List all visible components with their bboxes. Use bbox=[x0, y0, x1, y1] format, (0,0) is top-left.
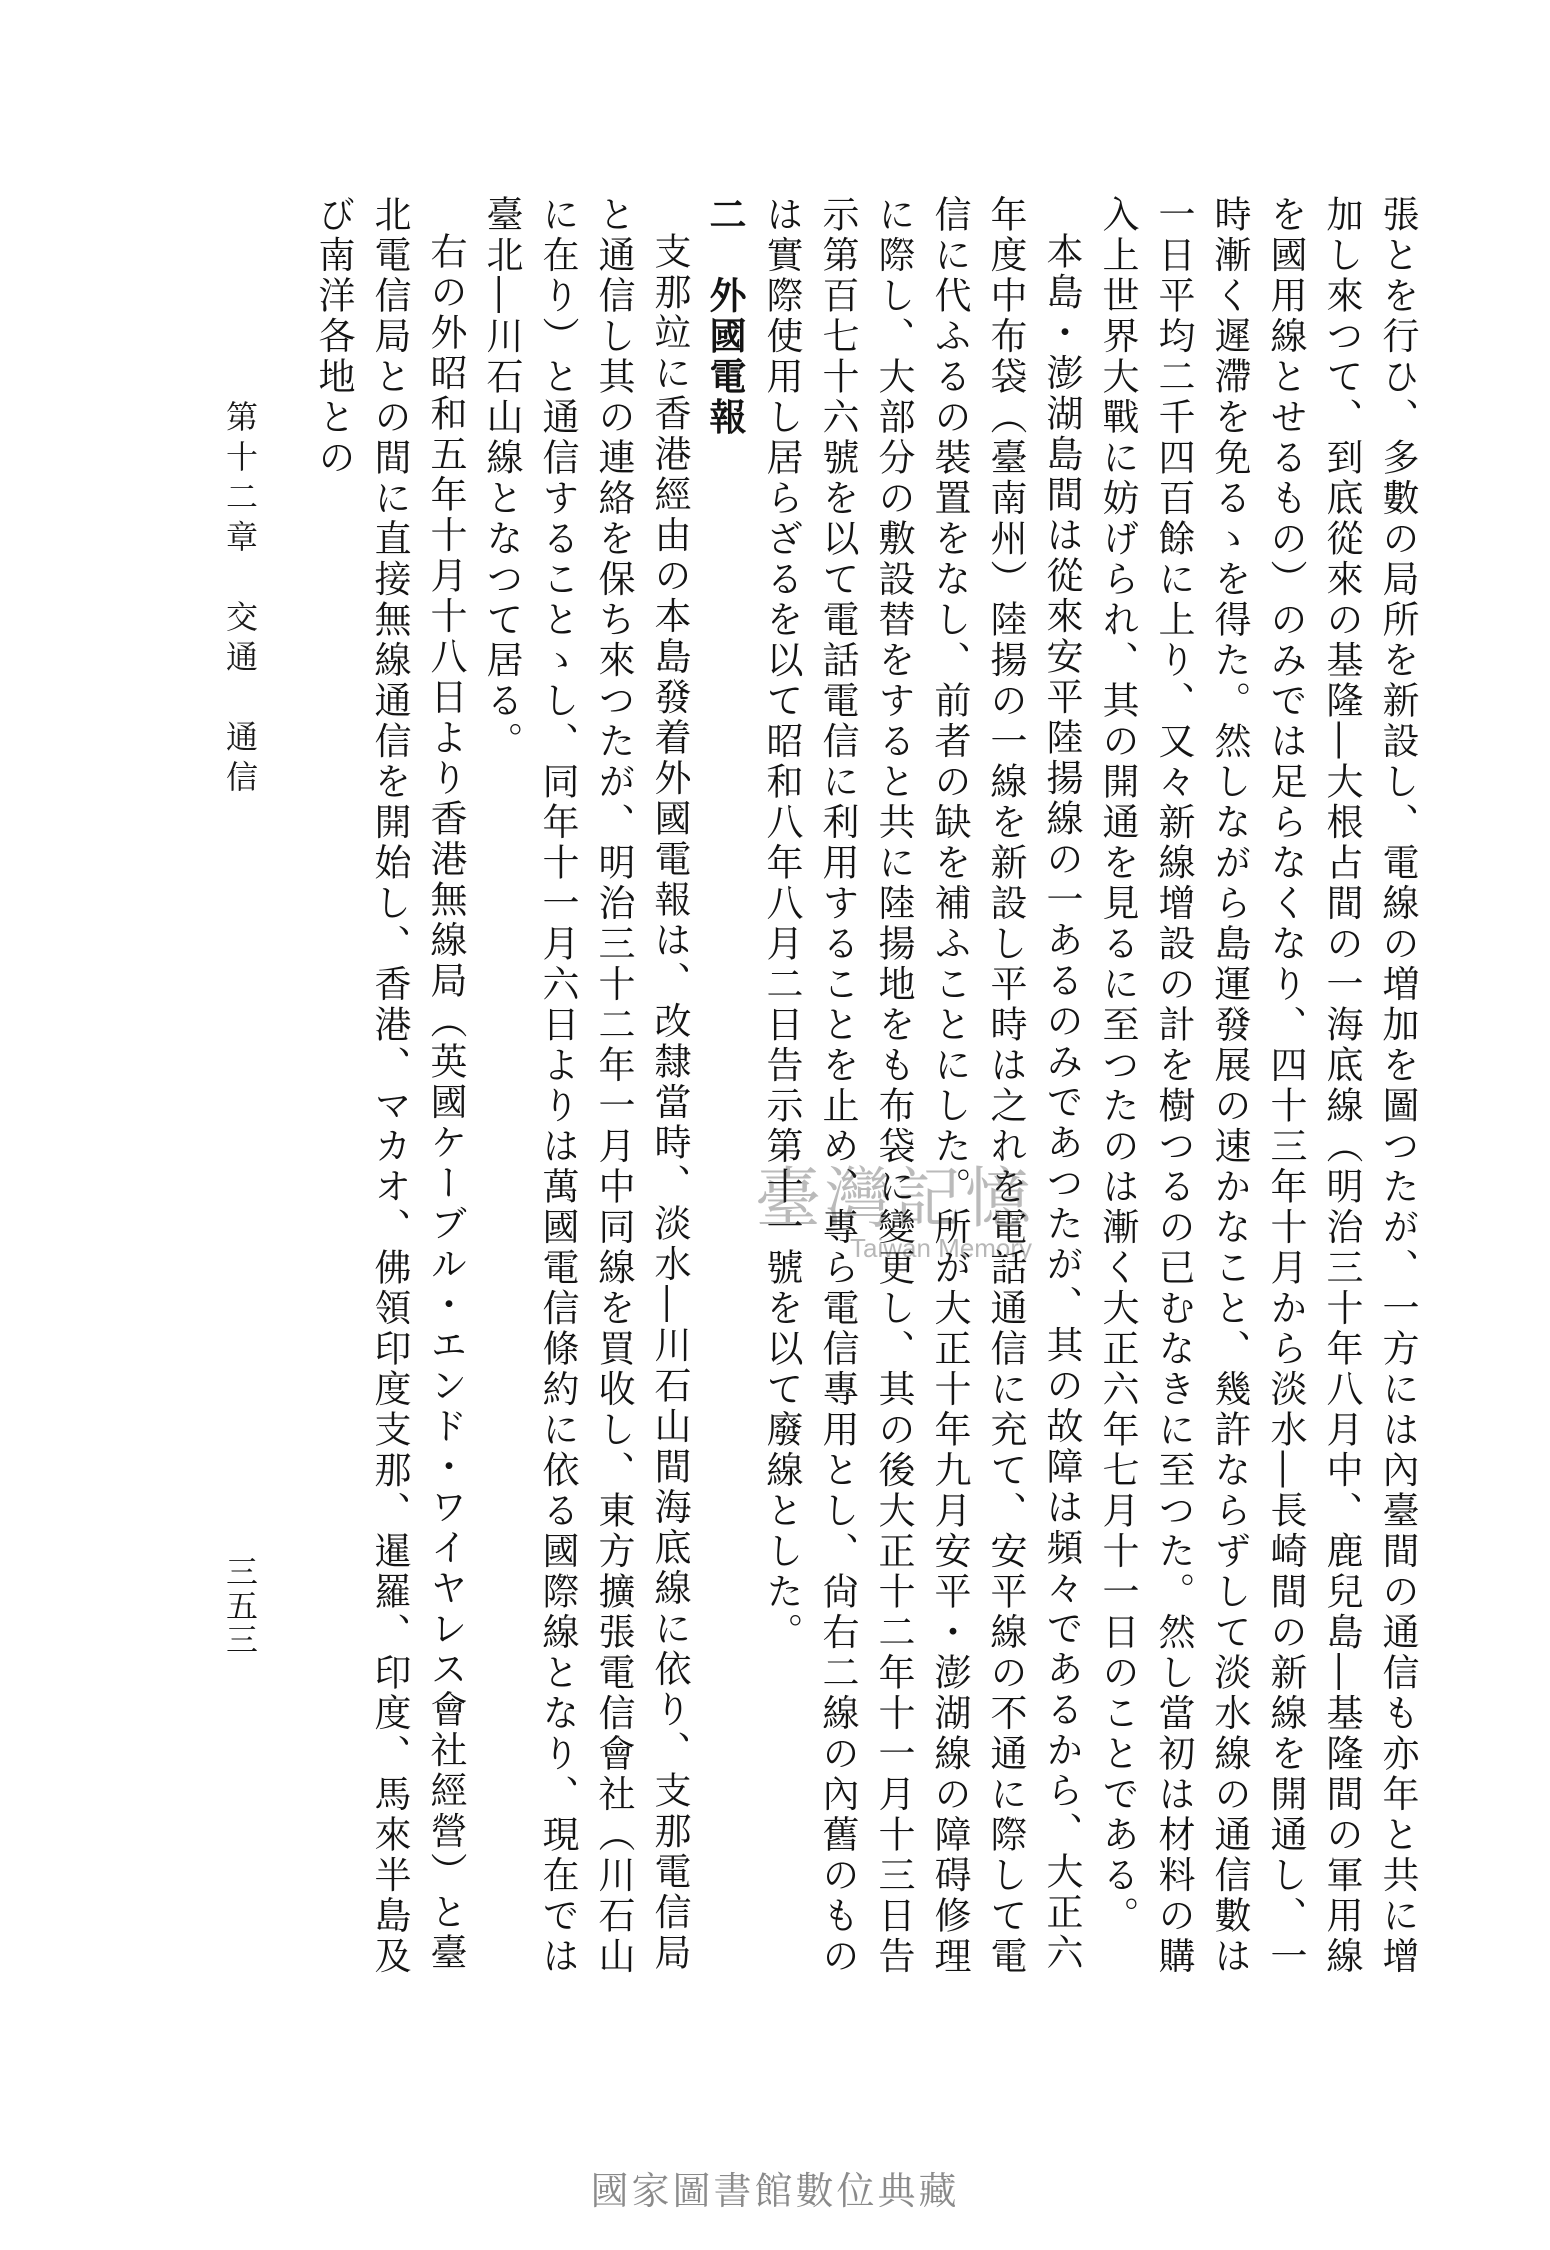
footer-label: 國家圖書館數位典藏 bbox=[590, 2169, 960, 2213]
watermark-latin-text: Taiwan Memory bbox=[850, 1233, 1033, 1263]
watermark-logo bbox=[745, 1115, 1075, 1315]
running-head: 第十二章 交通 通信 bbox=[221, 400, 259, 800]
page-number: 三五三 bbox=[221, 1555, 259, 1657]
section-heading: 二 外國電報 bbox=[703, 195, 747, 438]
watermark-characters: 臺灣記憶 bbox=[755, 1160, 1035, 1237]
paragraph: 張とを行ひ、多數の局所を新設し、電線の増加を圖つたが、一方には內臺間の通信も亦年と共に增加し來つて、到底從來の基隆―大根占間の一海底線（明治三十年八月中、鹿兒島―基隆間の軍用線を國用線とせるもの）のみでは足らなくなり、四十三年十月から淡水―長崎間の新線を開通し、一時漸く遲滯を免るゝを得た。然しながら島運發展の速かなこと、幾許ならずして淡水線の通信數は一日平均二千四百餘に上り、又々新線增設の計を樹つるの已むなきに至つた。然し當初は材料の購入上世界大戰に妨げられ、其の開通を見るに至つたのは漸く大正六年七月十一日のことである。 bbox=[1096, 195, 1419, 1977]
paragraph: 支那竝に香港經由の本島發着外國電報は、改隸當時、淡水―川石山間海底線に依り、支那電信局と通信し其の連絡を保ち來つたが、明治三十二年一月中同線を買收し、東方擴張電信會社（川石山に在り）と通信することゝし、同年十一月六日よりは萬國電信條約に依る國際線となり、現在では臺北―川石山線となつて居る。 bbox=[480, 195, 691, 1977]
paragraph: 右の外昭和五年十月十八日より香港無線局（英國ケーブル・エンド・ワイヤレス會社經營）と臺北電信局との間に直接無線通信を開始し、香港、マカオ、佛領印度支那、暹羅、印度、馬來半島及び南洋各地との bbox=[312, 195, 467, 1977]
body-text bbox=[300, 195, 1425, 1985]
paragraph: 本島・澎湖島間は從來安平陸揚線の一あるのみであつたが、其の故障は頻々であるから、大正六年度中布袋（臺南州）陸揚の一線を新設し平時は之れを電話通信に充て、安平線の不通に際して電信に代ふるの裝置をなし、前者の缺を補ふことにした。所が大正十年九月安平・澎湖線の障碍修理に際し、大部分の敷設替をすると共に陸揚地をも布袋に變更し、其の後大正十二年十一月十三日告示第百七十六號を以て電話電信に利用することを止め、專ら電信專用とし、尙右二線の內舊のものは實際使用し居らざるを以て昭和八年八月二日告示第十一號を以て廢線とした。 bbox=[760, 195, 1083, 1977]
